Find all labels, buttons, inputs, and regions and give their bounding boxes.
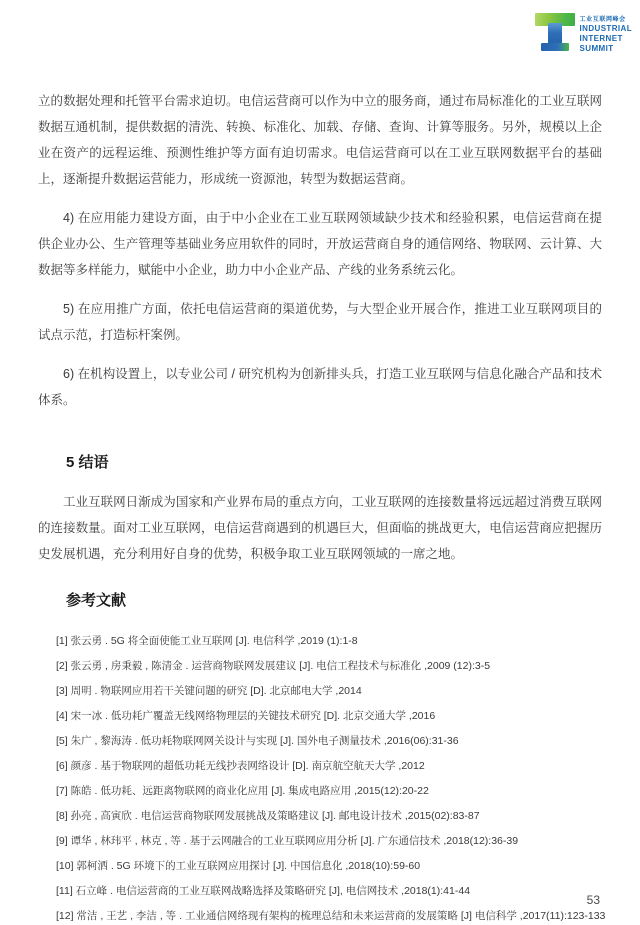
- summit-logo: [535, 12, 632, 54]
- logo-chinese-name: 工业互联网峰会: [579, 17, 626, 23]
- page-number: 53: [586, 893, 600, 907]
- reference-item: [4] 宋一冰 . 低功耗广覆盖无线网络物理层的关键技术研究 [D]. 北京交通大学 ,2016: [56, 710, 436, 722]
- logo-stem: [548, 23, 562, 45]
- reference-item: [2] 张云勇 , 房秉毅 , 陈清金 . 运营商物联网发展建议 [J]. 电信工程技术与标准化 ,2009 (12):3-5: [56, 660, 491, 672]
- reference-item: [1] 张云勇 . 5G 将全面使能工业互联网 [J]. 电信科学 ,2019 (1):1-8: [56, 635, 358, 647]
- body-paragraph-continuation: 立的数据处理和托管平台需求迫切。电信运营商可以作为中立的服务商，通过布局标准化的工业互联网数据互通机制，提供数据的清洗、转换、标准化、加载、存储、查询、计算等服务。另外，规模以上企业在资产的远程运维、预测性维护等方面有迫切需求。电信运营商可以在工业互联网数据平台的基础上，逐渐提升数据运营能力，形成统一资源池，转型为数据运营商。: [38, 94, 602, 186]
- conclusion-paragraph: 工业互联网日渐成为国家和产业界布局的重点方向，工业互联网的连接数量将远远超过消费互联网的连接数量。面对工业互联网，电信运营商遇到的机遇巨大，但面临的挑战更大，电信运营商应把握历史发展机遇，充分利用好自身的优势，积极争取工业互联网领域的一席之地。: [38, 495, 602, 561]
- logo-wordmark: [580, 12, 632, 54]
- reference-item: [5] 朱广 , 黎海涛 . 低功耗物联网网关设计与实现 [J]. 国外电子测量技术 ,2016(06):31-36: [56, 735, 459, 747]
- reference-item: [12] 常洁 , 王艺 , 李洁 , 等 . 工业通信网络现有架构的梳理总结和未来运营商的发展策略 [J] 电信科学 ,2017(11):123-133: [56, 910, 606, 922]
- body-paragraph-item-5: 5) 在应用推广方面，依托电信运营商的渠道优势，与大型企业开展合作，推进工业互联网项目的试点示范，打造标杆案例。: [38, 302, 602, 342]
- logo-english-line-3: SUMMIT: [579, 44, 614, 53]
- logo-english-line-2: INTERNET: [579, 34, 623, 43]
- conclusion-heading: 5 结语: [66, 454, 109, 471]
- reference-item: [11] 石立峰 . 电信运营商的工业互联网战略选择及策略研究 [J], 电信网技术 ,2018(1):41-44: [56, 885, 471, 897]
- industrial-internet-logo-icon: [535, 12, 575, 52]
- reference-item: [3] 周明 . 物联网应用若干关键问题的研究 [D]. 北京邮电大学 ,2014: [56, 685, 362, 697]
- references-heading: 参考文献: [66, 592, 127, 609]
- reference-item: [10] 郭柯洒 . 5G 环境下的工业互联网应用探讨 [J]. 中国信息化 ,2018(10):59-60: [56, 860, 421, 872]
- body-paragraph-item-6: 6) 在机构设置上，以专业公司 / 研究机构为创新排头兵，打造工业互联网与信息化融合产品和技术体系。: [38, 367, 602, 407]
- logo-bottom-bar: [541, 43, 569, 51]
- body-paragraph-item-4: 4) 在应用能力建设方面，由于中小企业在工业互联网领域缺少技术和经验积累，电信运营商在提供企业办公、生产管理等基础业务应用软件的同时，开放运营商自身的通信网络、物联网、云计算、大数据等多样能力，赋能中小企业，助力中小企业产品、产线的业务系统云化。: [38, 211, 602, 277]
- logo-english-line-1: INDUSTRIAL: [579, 24, 632, 33]
- reference-item: [7] 陈皓 . 低功耗、远距离物联网的商业化应用 [J]. 集成电路应用 ,2015(12):20-22: [56, 785, 429, 797]
- reference-item: [9] 谭华 , 林玮平 , 林克 , 等 . 基于云网融合的工业互联网应用分析 [J]. 广东通信技术 ,2018(12):36-39: [56, 835, 519, 847]
- reference-item: [6] 颜彦 . 基于物联网的超低功耗无线抄表网络设计 [D]. 南京航空航天大学 ,2012: [56, 760, 425, 772]
- references-list: [38, 629, 606, 925]
- reference-item: [8] 孙亮 , 高寅欣 . 电信运营商物联网发展挑战及策略建议 [J]. 邮电设计技术 ,2015(02):83-87: [56, 810, 480, 822]
